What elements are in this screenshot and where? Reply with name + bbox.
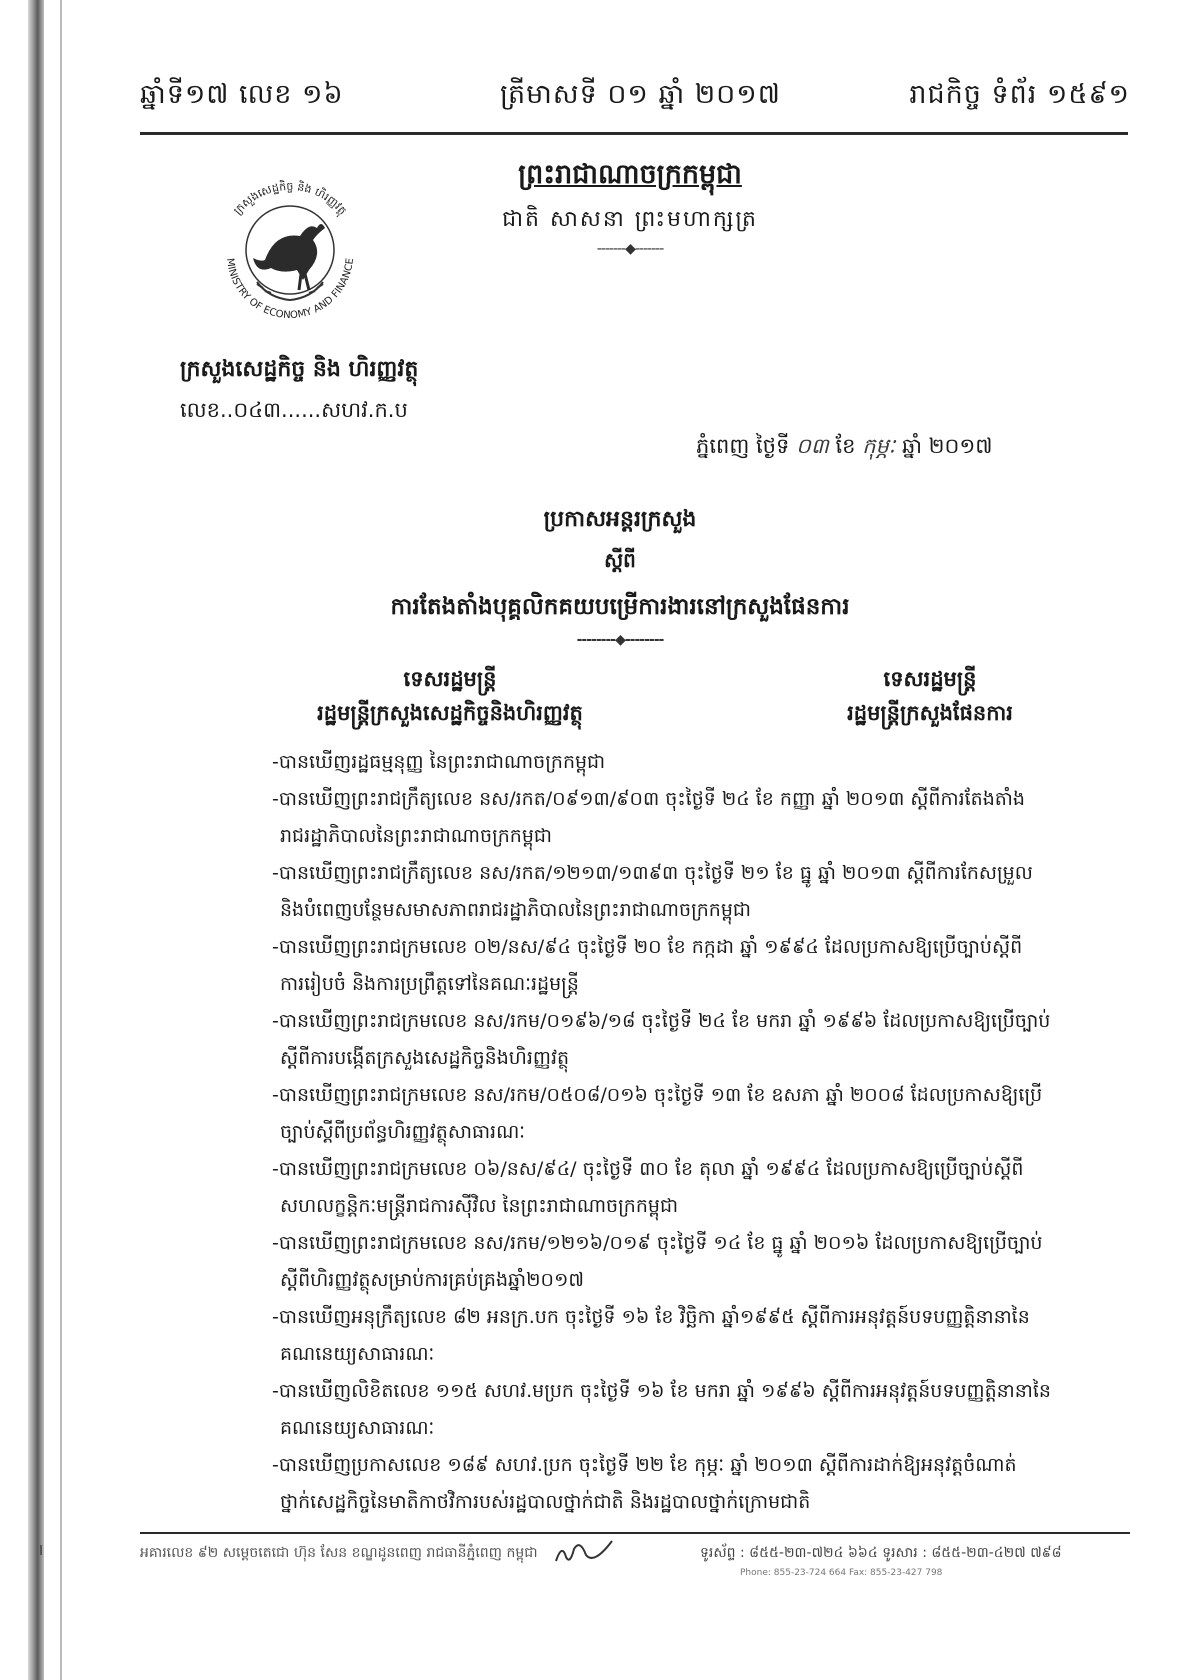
footer-contact: ទូរស័ព្ទ : ៨៥៥-២៣-៧២៤ ៦៦៤ ទូរសារ : ៨៥៥-២៣-៤២៧ ៧៩៨: [700, 1545, 1062, 1561]
binding-edge: [60, 0, 62, 1680]
rooster-emblem-icon: [246, 206, 334, 300]
list-item: -បានឃើញប្រកាសលេខ ១៨៩ សហវ.ប្រក ចុះថ្ងៃទី ២២ ខែ កុម្ភៈ ឆ្នាំ ២០១៣ ស្តីពីការដាក់ឱ្យអនុវត្តចំណាត់ ថ្នាក់សេដ្ឋកិច្ចនៃមាតិកាថវិការបស់រដ្ឋបាលថ្នាក់ជាតិ និងរដ្ឋបាលថ្នាក់ក្រោមជាតិ: [272, 1454, 1017, 1513]
quarter: ត្រីមាសទី ០១ ឆ្នាំ ២០១៧: [500, 79, 781, 110]
binding-strip: [28, 0, 44, 1680]
list-item: -បានឃើញលិខិតលេខ ១១៥ សហវ.មប្រក ចុះថ្ងៃទី ១៦ ខែ មករា ឆ្នាំ ១៩៩៦ ស្តីពីការអនុវត្តន៍បទបញ្ញត្តិនានានៃ គណនេយ្យសាធារណៈ: [272, 1380, 1051, 1439]
list-item: -បានឃើញព្រះរាជក្រមលេខ នស/រកម/១២១៦/០១៩ ចុះថ្ងៃទី ១៤ ខែ ធ្នូ ឆ្នាំ ២០១៦ ដែលប្រកាសឱ្យប្រើច្បាប់ ស្តីពីហិរញ្ញវត្ថុសម្រាប់ការគ្រប់គ្រងឆ្នាំ២០១៧: [272, 1232, 1043, 1291]
date-month: កុម្ភៈ: [862, 434, 896, 458]
reference-number: លេខ..០៤៣......សហវ.ក.ប: [180, 398, 408, 422]
date-day: ០៣: [796, 434, 829, 458]
list-item: -បានឃើញព្រះរាជក្រឹត្យលេខ នស/រកត/១២១៣/១៣៩៣ ចុះថ្ងៃទី ២១ ខែ ធ្នូ ឆ្នាំ ២០១៣ ស្តីពីការកែសម្រួល និងបំពេញបន្ថែមសមាសភាពរាជរដ្ឋាភិបាលនៃព្រះរាជាណាចក្រកម្ពុជា: [272, 862, 1033, 921]
kingdom-motto: ជាតិ សាសនា ព្រះមហាក្សត្រ: [502, 207, 758, 232]
ref-label: លេខ: [180, 398, 220, 422]
ministry-seal: [205, 170, 375, 340]
header-divider: [140, 132, 1128, 135]
initial-signature: [550, 1535, 620, 1569]
list-item: -បានឃើញព្រះរាជក្រមលេខ ០៦/នស/៩៤/ ចុះថ្ងៃទី ៣០ ខែ តុលា ឆ្នាំ ១៩៩៤ ដែលប្រកាសឱ្យប្រើច្បាប់ស្តីពី សហលក្ខន្តិកៈមន្ត្រីរាជការស៊ីវិល នៃព្រះរាជាណាចក្រកម្ពុជា: [272, 1158, 1024, 1217]
kingdom-ornament: -------◆-------: [596, 241, 664, 257]
list-item: -បានឃើញព្រះរាជក្រមលេខ នស/រកម/០៥០៨/០១៦ ចុះថ្ងៃទី ១៣ ខែ ឧសភា ឆ្នាំ ២០០៨ ដែលប្រកាសឱ្យប្រើ ច្បាប់ស្តីពីប្រព័ន្ធហិរញ្ញវត្ថុសាធារណៈ: [272, 1084, 1043, 1143]
signatory-left: [270, 662, 630, 730]
volume-issue: ឆ្នាំទី១៧ លេខ ១៦: [140, 79, 344, 110]
list-item: -បានឃើញអនុក្រឹត្យលេខ ៨២ អនក្រ.បក ចុះថ្ងៃទី ១៦ ខែ វិច្ឆិកា ឆ្នាំ១៩៩៥ ស្តីពីការអនុវត្តន៍បទបញ្ញត្តិនានានៃ គណនេយ្យសាធារណៈ: [272, 1306, 1030, 1365]
date-month-label: ខែ: [835, 434, 856, 458]
title-ornament: --------◆--------: [576, 632, 664, 648]
kingdom-heading: [480, 158, 780, 257]
seal-text-en: MINISTRY OF ECONOMY AND FINANCE: [223, 257, 356, 322]
signatory-right-rank: ទេសរដ្ឋមន្ត្រី: [883, 667, 977, 691]
signatory-left-title: រដ្ឋមន្ត្រីក្រសួងសេដ្ឋកិច្ចនិងហិរញ្ញវត្ថុ: [317, 701, 583, 725]
signatory-right-title: រដ្ឋមន្ត្រីក្រសួងផែនការ: [847, 701, 1013, 725]
title-line-1: ប្រកាសអន្តរក្រសួង: [543, 507, 697, 532]
ref-number: ០៤៣: [233, 398, 282, 422]
title-line-2: ស្តីពី: [604, 548, 636, 572]
ref-suffix: សហវ.ក.ប: [321, 398, 408, 422]
document-title: [350, 505, 890, 648]
footer-address: អគារលេខ ៩២ សម្តេចតេជោ ហ៊ុន សែន ខណ្ឌដូនពេញ រាជធានីភ្នំពេញ កម្ពុជា: [140, 1545, 538, 1561]
signatory-right: [800, 662, 1060, 730]
considerations-list: [272, 744, 1122, 1521]
ministry-name: ក្រសួងសេដ្ឋកិច្ច និង ហិរញ្ញវត្ថុ: [180, 357, 419, 382]
footer-contact-small: Phone: 855-23-724 664 Fax: 855-23-427 798: [740, 1568, 943, 1578]
kingdom-title: ព្រះរាជាណាចក្រកម្ពុជា: [518, 159, 742, 190]
scan-mark: [40, 1545, 42, 1555]
date-year: ឆ្នាំ ២០១៧: [901, 434, 993, 458]
seal-text-km: ក្រសួងសេដ្ឋកិច្ច និង ហិរញ្ញវត្ថុ: [230, 179, 350, 218]
list-item: -បានឃើញព្រះរាជក្រឹត្យលេខ នស/រកត/០៩១៣/៩០៣ ចុះថ្ងៃទី ២៤ ខែ កញ្ញា ឆ្នាំ ២០១៣ ស្តីពីការតែងតាំង រាជរដ្ឋាភិបាលនៃព្រះរាជាណាចក្រកម្ពុជា: [272, 788, 1025, 847]
date-prefix: ភ្នំពេញ ថ្ងៃទី: [696, 434, 790, 458]
date-line: [696, 433, 993, 464]
list-item: -បានឃើញព្រះរាជក្រមលេខ នស/រកម/០១៩៦/១៨ ចុះថ្ងៃទី ២៤ ខែ មករា ឆ្នាំ ១៩៩៦ ដែលប្រកាសឱ្យប្រើច្បាប់ ស្តីពីការបង្កើតក្រសួងសេដ្ឋកិច្ចនិងហិរញ្ញវត្ថុ: [272, 1010, 1051, 1069]
list-item: -បានឃើញរដ្ឋធម្មនុញ្ញ នៃព្រះរាជាណាចក្រកម្ពុជា: [272, 751, 606, 773]
signatory-left-rank: ទេសរដ្ឋមន្ត្រី: [403, 667, 497, 691]
list-item: -បានឃើញព្រះរាជក្រមលេខ ០២/នស/៩៤ ចុះថ្ងៃទី ២០ ខែ កក្កដា ឆ្នាំ ១៩៩៤ ដែលប្រកាសឱ្យប្រើច្បាប់ស្តីពី ការរៀបចំ និងការប្រព្រឹត្តទៅនៃគណៈរដ្ឋមន្ត្រី: [272, 936, 1023, 995]
gazette-page: រាជកិច្ច ទំព័រ ១៥៩១: [909, 79, 1130, 110]
gazette-header: [140, 78, 1130, 122]
footer-divider: [140, 1532, 1130, 1534]
title-line-3: ការតែងតាំងបុគ្គលិកគយបម្រើការងារនៅក្រសួងផែនការ: [390, 594, 850, 620]
